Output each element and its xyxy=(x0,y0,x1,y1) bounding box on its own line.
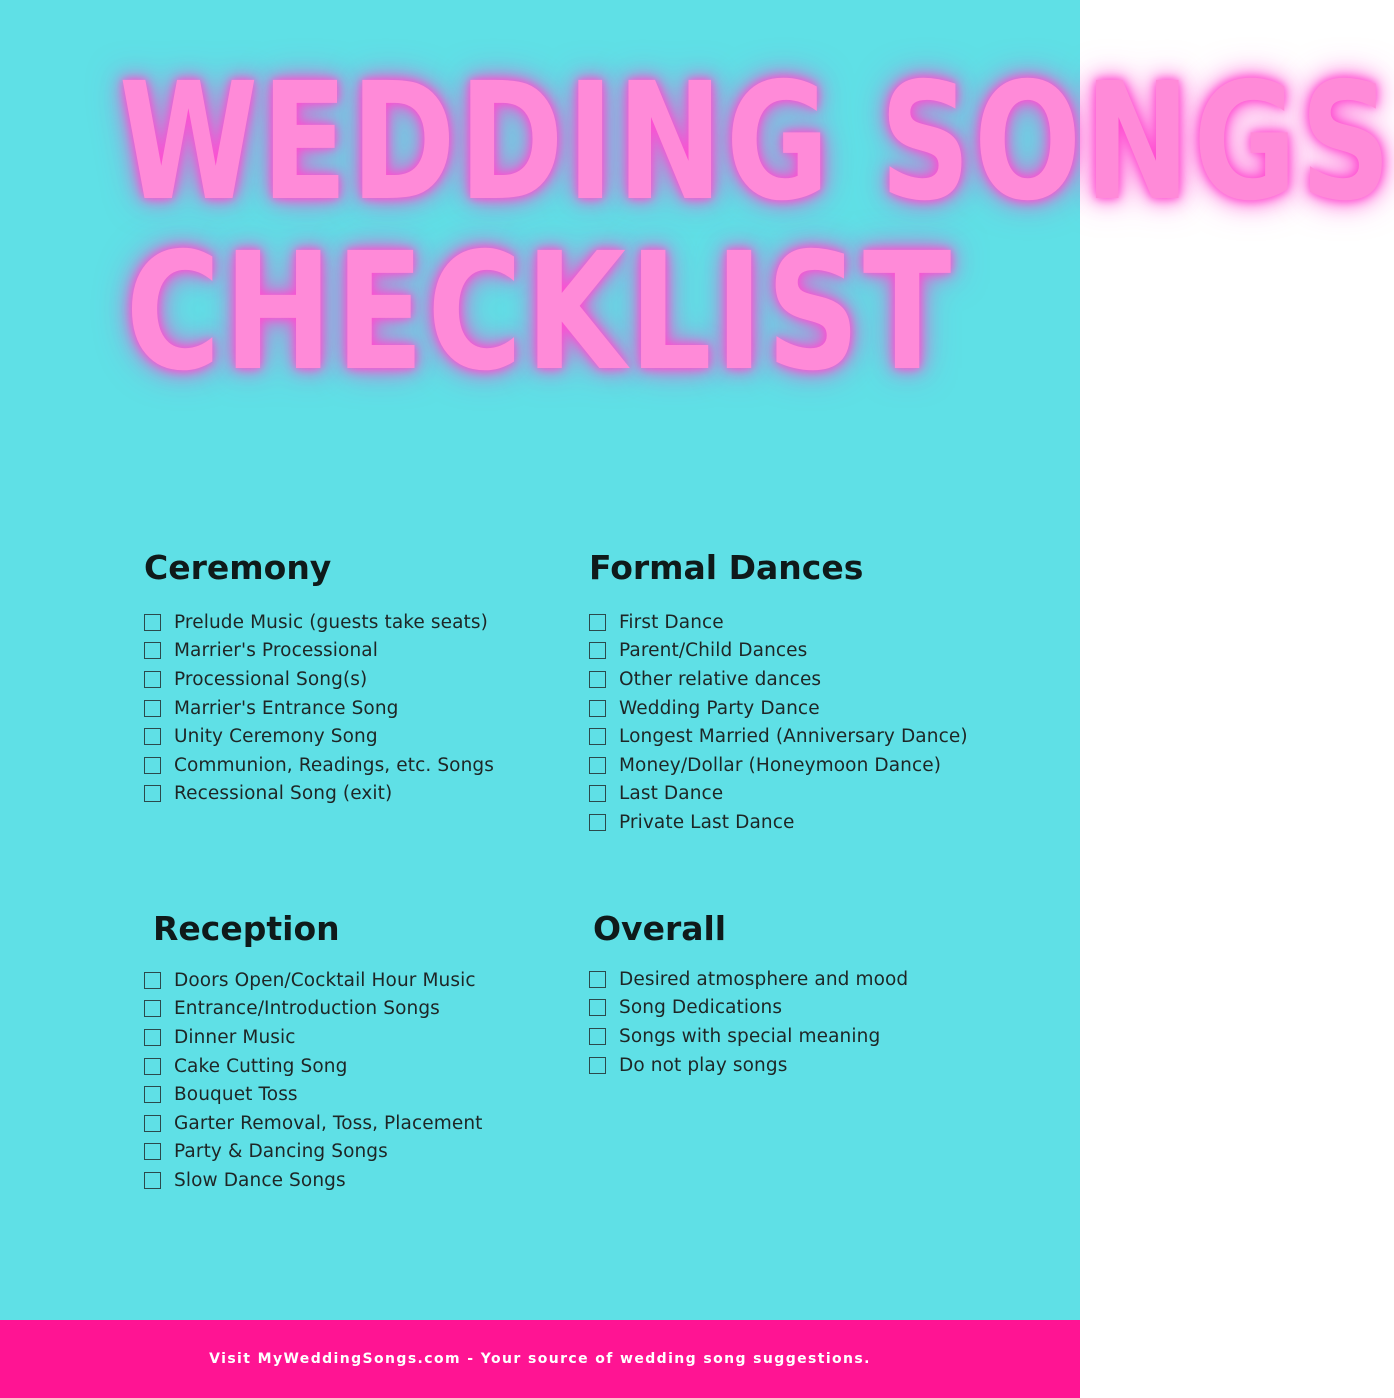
checkbox-icon[interactable] xyxy=(589,728,606,745)
checklist-item xyxy=(589,1022,908,1051)
checkbox-icon[interactable] xyxy=(589,971,606,988)
checklist-item-label: Dinner Music xyxy=(174,1026,296,1048)
checklist-item-label: Longest Married (Anniversary Dance) xyxy=(619,726,968,748)
checkbox-icon[interactable] xyxy=(144,785,161,802)
checklist-item-label: Garter Removal, Toss, Placement xyxy=(174,1112,483,1134)
checklist-item-label: Prelude Music (guests take seats) xyxy=(174,611,488,633)
checklist-reception xyxy=(144,966,483,1195)
checklist-item xyxy=(589,608,968,637)
checkbox-icon[interactable] xyxy=(144,1086,161,1103)
checkbox-icon[interactable] xyxy=(589,642,606,659)
checklist-item-label: Slow Dance Songs xyxy=(174,1169,346,1191)
checkbox-icon[interactable] xyxy=(144,700,161,717)
checkbox-icon[interactable] xyxy=(144,1172,161,1189)
checkbox-icon[interactable] xyxy=(589,785,606,802)
checklist-item xyxy=(144,1109,483,1138)
checklist-item xyxy=(589,780,968,809)
checklist-item-label: Other relative dances xyxy=(619,668,822,690)
checklist-item xyxy=(589,694,968,723)
checklist-item xyxy=(144,966,483,995)
checklist-item-label: Wedding Party Dance xyxy=(619,697,820,719)
checkbox-icon[interactable] xyxy=(589,999,606,1016)
page-title-line-1: WEDDING SONGS xyxy=(118,49,1394,237)
checklist-item-label: Parent/Child Dances xyxy=(619,640,808,662)
checklist-item-label: Private Last Dance xyxy=(619,811,795,833)
checklist-item xyxy=(589,751,968,780)
checklist-item xyxy=(589,994,908,1023)
checklist-item-label: Songs with special meaning xyxy=(619,1025,881,1047)
checklist-item-label: First Dance xyxy=(619,611,724,633)
checkbox-icon[interactable] xyxy=(144,1058,161,1075)
checkbox-icon[interactable] xyxy=(144,671,161,688)
footer-bar xyxy=(0,1320,1080,1398)
checklist-item-label: Do not play songs xyxy=(619,1054,788,1076)
checkbox-icon[interactable] xyxy=(144,728,161,745)
checklist-item xyxy=(144,722,494,751)
checklist-item xyxy=(144,1023,483,1052)
checklist-item xyxy=(589,965,908,994)
checklist-item-label: Processional Song(s) xyxy=(174,668,368,690)
checklist-overall xyxy=(589,965,908,1079)
checklist-item-label: Party & Dancing Songs xyxy=(174,1141,388,1163)
checklist-item xyxy=(144,995,483,1024)
checkbox-icon[interactable] xyxy=(144,642,161,659)
checklist-item xyxy=(144,608,494,637)
checkbox-icon[interactable] xyxy=(589,700,606,717)
checklist-item-label: Money/Dollar (Honeymoon Dance) xyxy=(619,754,942,776)
page-title-line-2: CHECKLIST xyxy=(125,219,955,407)
checklist-item-label: Recessional Song (exit) xyxy=(174,783,393,805)
checklist-item xyxy=(144,1052,483,1081)
section-heading-formal-dances: Formal Dances xyxy=(589,548,864,587)
checklist-item-label: Cake Cutting Song xyxy=(174,1055,348,1077)
checkbox-icon[interactable] xyxy=(144,1115,161,1132)
checklist-item xyxy=(589,1051,908,1080)
checklist-item xyxy=(144,1166,483,1195)
checklist-formal-dances xyxy=(589,608,968,837)
checkbox-icon[interactable] xyxy=(589,757,606,774)
checkbox-icon[interactable] xyxy=(144,614,161,631)
checkbox-icon[interactable] xyxy=(589,614,606,631)
checklist-item xyxy=(589,722,968,751)
checkbox-icon[interactable] xyxy=(144,1143,161,1160)
checkbox-icon[interactable] xyxy=(589,1028,606,1045)
checkbox-icon[interactable] xyxy=(589,671,606,688)
checklist-item xyxy=(144,694,494,723)
checklist-item-label: Desired atmosphere and mood xyxy=(619,968,909,990)
checklist-item xyxy=(589,665,968,694)
checklist-item-label: Doors Open/Cocktail Hour Music xyxy=(174,969,476,991)
checkbox-icon[interactable] xyxy=(144,757,161,774)
checklist-item xyxy=(144,1138,483,1167)
checklist-item-label: Communion, Readings, etc. Songs xyxy=(174,754,495,776)
section-heading-ceremony: Ceremony xyxy=(144,548,332,587)
checklist-item-label: Song Dedications xyxy=(619,997,783,1019)
checklist-item-label: Unity Ceremony Song xyxy=(174,726,378,748)
checklist-item xyxy=(144,665,494,694)
checkbox-icon[interactable] xyxy=(144,972,161,989)
checklist-item xyxy=(144,780,494,809)
checklist-ceremony xyxy=(144,608,494,808)
checkbox-icon[interactable] xyxy=(144,1029,161,1046)
checkbox-icon[interactable] xyxy=(589,814,606,831)
checklist-item xyxy=(589,637,968,666)
checklist-item xyxy=(144,637,494,666)
checklist-item xyxy=(144,751,494,780)
checklist-item xyxy=(144,1080,483,1109)
section-heading-overall: Overall xyxy=(593,909,727,948)
checklist-item-label: Entrance/Introduction Songs xyxy=(174,998,440,1020)
checkbox-icon[interactable] xyxy=(589,1057,606,1074)
checklist-item-label: Marrier's Entrance Song xyxy=(174,697,399,719)
checklist-item-label: Marrier's Processional xyxy=(174,640,378,662)
checkbox-icon[interactable] xyxy=(144,1000,161,1017)
checklist-item xyxy=(589,808,968,837)
section-heading-reception: Reception xyxy=(153,909,340,948)
checklist-item-label: Last Dance xyxy=(619,783,724,805)
footer-text: Visit MyWeddingSongs.com - Your source of wedding song suggestions. xyxy=(209,1351,871,1367)
checklist-item-label: Bouquet Toss xyxy=(174,1084,298,1106)
